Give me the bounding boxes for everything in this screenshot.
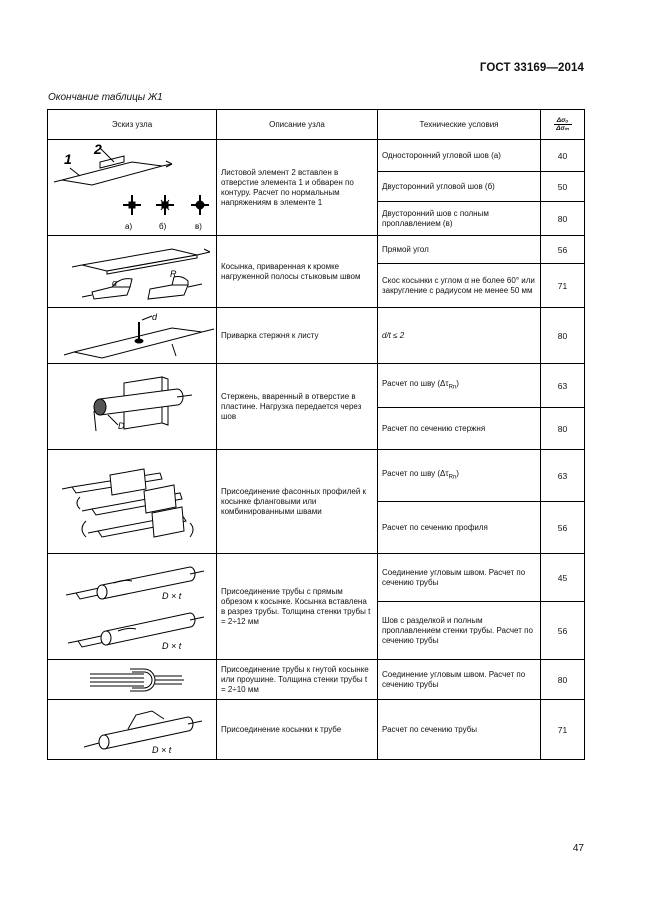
sketch-label: α bbox=[112, 277, 118, 288]
sketch-tube-bent-gusset bbox=[48, 660, 217, 700]
sketch-gusset-on-tube-drawing bbox=[52, 701, 220, 759]
condition-text: Расчет по сечению стержня bbox=[378, 408, 541, 450]
condition-text: Шов с разделкой и полным проплавлением стенки трубы. Расчет по сечению трубы bbox=[378, 602, 541, 660]
table-caption: Окончание таблицы Ж1 bbox=[48, 92, 163, 103]
col-header-description: Описание узла bbox=[217, 110, 378, 140]
sketch-tube-slot bbox=[48, 554, 217, 660]
row-description: Присоединение фасонных профилей к косынке фланговыми или комбинированными швами bbox=[217, 450, 378, 554]
row-description: Листовой элемент 2 вставлен в отверстие элемента 1 и обварен по контуру. Расчет по нормальным напряжениям в элементе 1 bbox=[217, 140, 378, 236]
condition-text: Расчет по сечению трубы bbox=[378, 700, 541, 760]
row-description: Присоединение косынки к трубе bbox=[217, 700, 378, 760]
sketch-label: в) bbox=[195, 222, 202, 231]
sketch-label: D bbox=[118, 420, 125, 431]
row-description: Стержень, вваренный в отверстие в пластине. Нагрузка передается через шов bbox=[217, 364, 378, 450]
ratio-value: 56 bbox=[541, 502, 585, 554]
ratio-value: 40 bbox=[541, 140, 585, 172]
ratio-value: 80 bbox=[541, 308, 585, 364]
standard-code: ГОСТ 33169—2014 bbox=[479, 62, 584, 74]
sketch-label: б) bbox=[159, 222, 167, 231]
condition-text: Расчет по шву $(\Delta\tau_{Rn})$ bbox=[378, 450, 541, 502]
sketch-gusset-edge-drawing bbox=[52, 237, 220, 307]
table-row bbox=[48, 450, 585, 502]
sketch-tube-bent-gusset-drawing bbox=[52, 661, 220, 699]
condition-text: Расчет по шву $(\Delta\tau_{Rn})$ bbox=[378, 364, 541, 408]
sketch-label: 1 bbox=[64, 151, 72, 167]
sketch-rod-in-plate-drawing bbox=[52, 365, 220, 449]
sketch-label: R bbox=[170, 268, 177, 279]
ratio-value: 50 bbox=[541, 172, 585, 202]
ratio-value: 80 bbox=[541, 660, 585, 700]
condition-text: Скос косынки с углом α не более 60° или закругление с радиусом не менее 50 мм bbox=[378, 264, 541, 308]
sketch-profile-gusset-drawing bbox=[52, 451, 220, 553]
ratio-value: 45 bbox=[541, 554, 585, 602]
condition-text: d/t ≤ 2 bbox=[378, 308, 541, 364]
welded-joints-table bbox=[47, 109, 585, 760]
condition-text: Односторонний угловой шов (а) bbox=[378, 140, 541, 172]
sketch-tube-slot-drawing bbox=[52, 555, 220, 659]
row-description: Присоединение трубы к гнутой косынке или проушине. Толщина стенки трубы t = 2÷10 мм bbox=[217, 660, 378, 700]
sketch-label: d bbox=[152, 312, 158, 322]
table-row bbox=[48, 236, 585, 264]
row-description: Приварка стержня к листу bbox=[217, 308, 378, 364]
row-description: Присоединение трубы с прямым обрезом к косынке. Косынка вставлена в разрез трубы. Толщина стенки трубы t = 2÷12 мм bbox=[217, 554, 378, 660]
page-number: 47 bbox=[572, 843, 584, 854]
ratio-value: 56 bbox=[541, 602, 585, 660]
sketch-plate-insert-drawing bbox=[52, 140, 220, 235]
col-header-sketch: Эскиз узла bbox=[48, 110, 217, 140]
ratio-value: 63 bbox=[541, 364, 585, 408]
ratio-value: 63 bbox=[541, 450, 585, 502]
col-header-conditions: Технические условия bbox=[378, 110, 541, 140]
table-row bbox=[48, 140, 585, 172]
row-description: Косынка, приваренная к кромке нагруженной полосы стыковым швом bbox=[217, 236, 378, 308]
condition-text: Расчет по сечению профиля bbox=[378, 502, 541, 554]
sketch-label: D × t bbox=[152, 744, 172, 755]
sketch-label: D × t bbox=[162, 590, 182, 601]
sketch-profile-gusset bbox=[48, 450, 217, 554]
condition-text: Двусторонний угловой шов (б) bbox=[378, 172, 541, 202]
col-header-ratio bbox=[541, 110, 585, 140]
condition-text: Соединение угловым швом. Расчет по сечению трубы bbox=[378, 660, 541, 700]
sketch-plate-insert bbox=[48, 140, 217, 236]
ratio-value: 80 bbox=[541, 408, 585, 450]
table-row bbox=[48, 308, 585, 364]
sketch-rod-in-plate bbox=[48, 364, 217, 450]
condition-text: Двусторонний шов с полным проплавлением (в) bbox=[378, 202, 541, 236]
ratio-value: 56 bbox=[541, 236, 585, 264]
ratio-value: 71 bbox=[541, 700, 585, 760]
sketch-rod-to-plate bbox=[48, 308, 217, 364]
sketch-label: D × t bbox=[162, 640, 182, 651]
condition-text: Прямой угол bbox=[378, 236, 541, 264]
ratio-value: 80 bbox=[541, 202, 585, 236]
sketch-label: а) bbox=[125, 222, 133, 231]
table-row bbox=[48, 660, 585, 700]
table-row bbox=[48, 554, 585, 602]
table-row bbox=[48, 700, 585, 760]
sketch-label: 2 bbox=[94, 141, 102, 157]
sketch-rod-to-plate-drawing bbox=[52, 308, 220, 363]
stress-ratio-symbol: Δσₒ Δσₘ bbox=[554, 117, 572, 132]
ratio-value: 71 bbox=[541, 264, 585, 308]
condition-text: Соединение угловым швом. Расчет по сечению трубы bbox=[378, 554, 541, 602]
table-row bbox=[48, 364, 585, 408]
sketch-gusset-edge bbox=[48, 236, 217, 308]
table-header-row bbox=[48, 110, 585, 140]
sketch-gusset-on-tube bbox=[48, 700, 217, 760]
